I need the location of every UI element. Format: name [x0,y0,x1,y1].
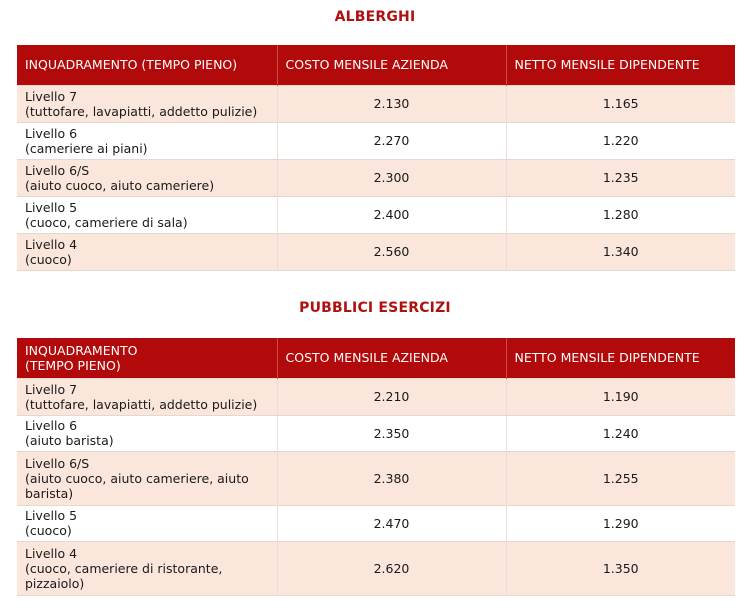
row-cost: 2.210 [277,378,506,415]
row-net: 1.255 [506,451,735,505]
table-row [17,505,735,541]
header-inquadramento-line2: (TEMPO PIENO) [25,357,121,373]
alberghi-title: ALBERGHI [334,9,416,25]
row-description: (cuoco) [25,251,72,267]
row-cost: 2.300 [277,159,506,196]
row-description: (tuttofare, lavapiatti, addetto pulizie) [25,103,258,119]
row-level: Livello 4 [25,236,78,252]
table-row [17,85,735,122]
row-inquadramento [17,505,277,541]
row-description: (cuoco, cameriere di sala) [25,214,188,230]
row-net: 1.235 [506,159,735,196]
row-net: 1.190 [506,378,735,415]
pubblici-esercizi-title: PUBBLICI ESERCIZI [299,300,451,316]
row-cost: 2.470 [277,505,506,541]
row-inquadramento [17,196,277,233]
row-net: 1.280 [506,196,735,233]
row-cost: 2.620 [277,541,506,595]
header-netto: NETTO MENSILE DIPENDENTE [506,45,735,85]
row-net: 1.290 [506,505,735,541]
row-cost: 2.270 [277,122,506,159]
row-level: Livello 4 [25,545,78,561]
row-description: (cuoco) [25,523,72,538]
row-description: (aiuto cuoco, aiuto cameriere) [25,177,215,193]
row-level: Livello 5 [25,199,78,215]
row-description: (cameriere ai piani) [25,140,148,156]
row-cost: 2.380 [277,451,506,505]
row-description: (cuoco, cameriere di ristorante, pizzaiolo) [25,560,223,591]
table-row [17,196,735,233]
row-cost: 2.130 [277,85,506,122]
table-row [17,378,735,415]
row-cost: 2.350 [277,415,506,451]
row-net: 1.240 [506,415,735,451]
table-header-row [17,338,735,378]
row-level: Livello 5 [25,508,78,523]
row-level: Livello 6/S [25,162,90,178]
header-costo: COSTO MENSILE AZIENDA [277,338,506,378]
row-cost: 2.560 [277,233,506,270]
alberghi-table [17,45,735,271]
row-net: 1.350 [506,541,735,595]
row-description: (aiuto cuoco, aiuto cameriere, aiuto barista) [25,470,249,501]
row-net: 1.165 [506,85,735,122]
pubblici-esercizi-table [17,338,735,596]
table-row [17,122,735,159]
header-inquadramento [17,338,277,378]
table-header-row [17,45,735,85]
row-inquadramento [17,541,277,595]
row-net: 1.340 [506,233,735,270]
table-row [17,233,735,270]
table-row [17,541,735,595]
row-inquadramento [17,415,277,451]
row-level: Livello 7 [25,88,78,104]
row-inquadramento [17,159,277,196]
row-cost: 2.400 [277,196,506,233]
table-row [17,159,735,196]
row-inquadramento [17,85,277,122]
header-inquadramento-line1: INQUADRAMENTO [25,342,138,358]
row-inquadramento [17,233,277,270]
row-inquadramento [17,122,277,159]
row-level: Livello 6 [25,418,78,433]
header-inquadramento: INQUADRAMENTO (TEMPO PIENO) [17,45,277,85]
row-inquadramento [17,451,277,505]
row-net: 1.220 [506,122,735,159]
row-inquadramento [17,378,277,415]
row-level: Livello 6 [25,125,78,141]
row-level: Livello 6/S [25,455,90,471]
table-row [17,451,735,505]
table-row [17,415,735,451]
header-netto: NETTO MENSILE DIPENDENTE [506,338,735,378]
row-description: (tuttofare, lavapiatti, addetto pulizie) [25,396,258,412]
header-costo: COSTO MENSILE AZIENDA [277,45,506,85]
row-description: (aiuto barista) [25,433,114,448]
row-level: Livello 7 [25,381,78,397]
